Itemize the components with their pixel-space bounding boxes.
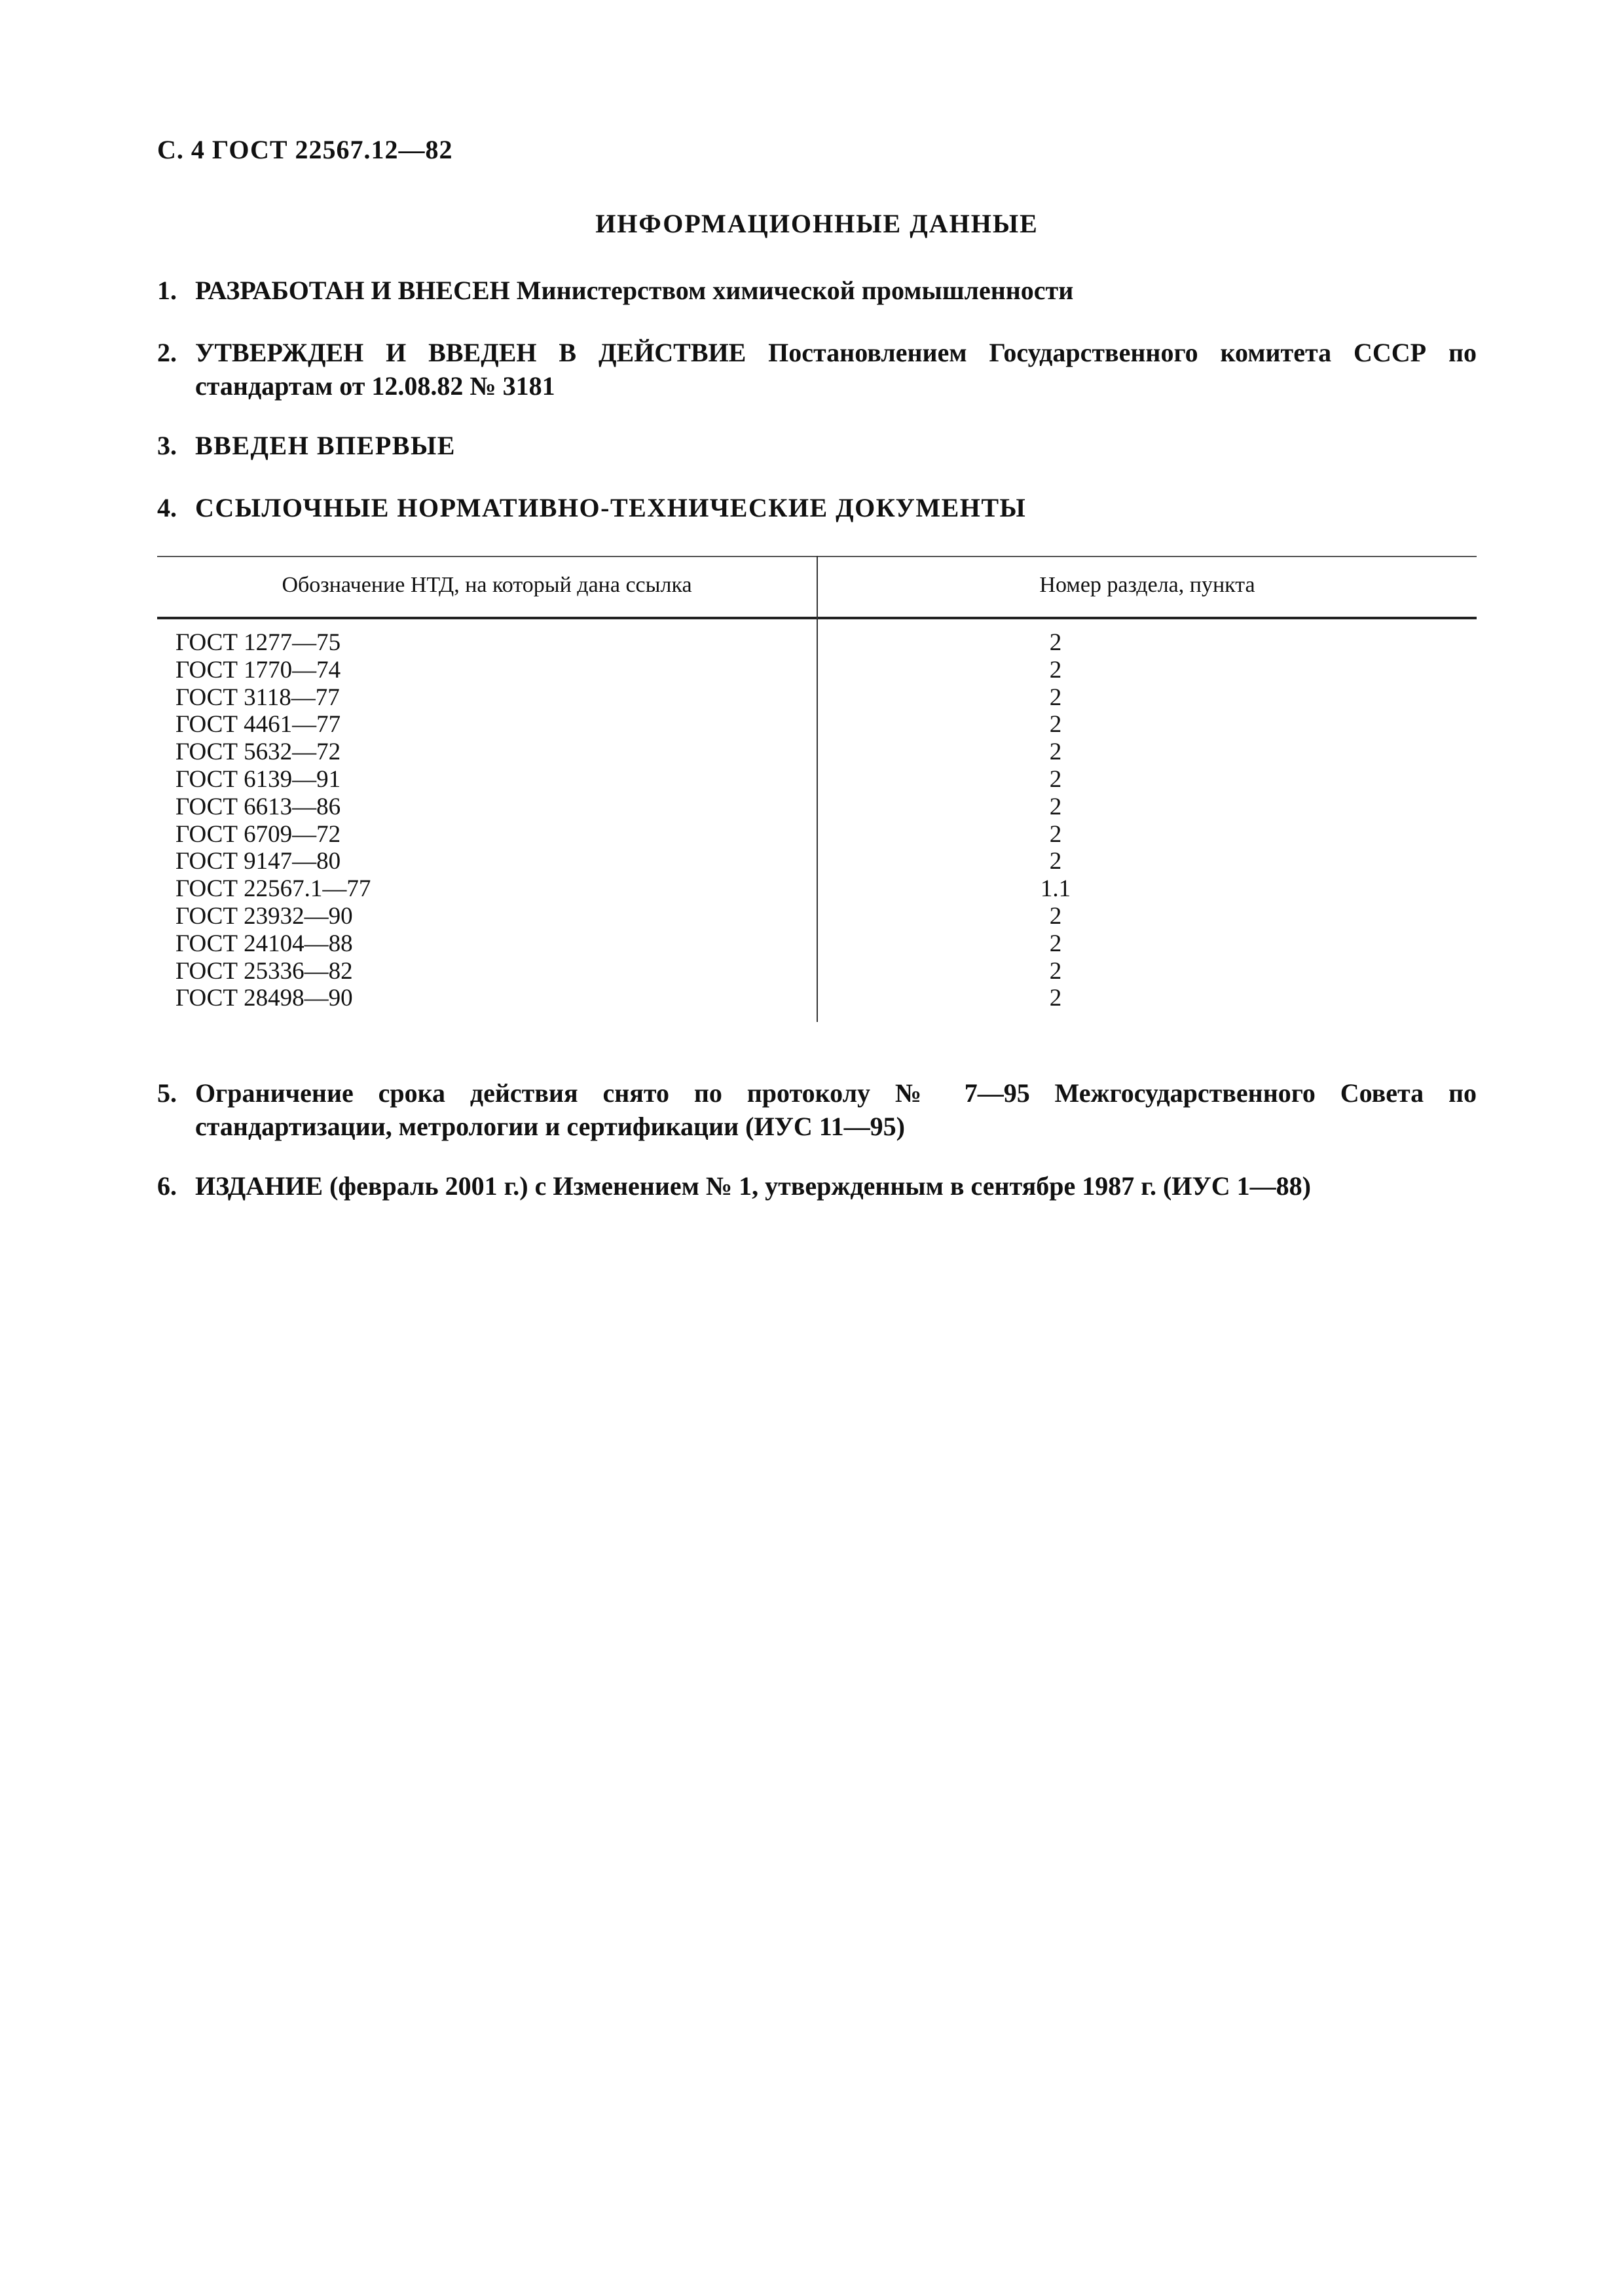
cell-section: 2: [1049, 656, 1062, 683]
table-row: [157, 848, 1477, 875]
cell-section: 2: [1049, 683, 1062, 711]
cell-designation: ГОСТ 4461—77: [175, 711, 341, 738]
info-item-6: [157, 1169, 1477, 1203]
table-row: [157, 766, 1477, 793]
table-row: [157, 903, 1477, 930]
table-row: [157, 985, 1477, 1012]
item-text: УТВЕРЖДЕН И ВВЕДЕН В ДЕЙСТВИЕ Постановлением Государственного комитета СССР по стандартам от 12.08.82 № 3181: [195, 338, 1477, 401]
table-row: [157, 629, 1477, 657]
table-row: [157, 711, 1477, 738]
cell-section: 2: [1049, 985, 1062, 1012]
cell-designation: ГОСТ 22567.1—77: [175, 875, 371, 903]
table-row: [157, 958, 1477, 985]
info-item-5: [157, 1076, 1477, 1143]
item-number: 6.: [157, 1171, 177, 1201]
item-number: 4.: [157, 493, 177, 522]
cell-designation: ГОСТ 6709—72: [175, 820, 341, 848]
cell-designation: ГОСТ 6613—86: [175, 793, 341, 820]
cell-designation: ГОСТ 1277—75: [175, 629, 341, 656]
info-item-2: [157, 336, 1477, 403]
table-row: [157, 875, 1477, 903]
item-number: 2.: [157, 338, 177, 367]
item-number: 1.: [157, 276, 177, 305]
item-text: ССЫЛОЧНЫЕ НОРМАТИВНО-ТЕХНИЧЕСКИЕ ДОКУМЕНТЫ: [195, 493, 1027, 522]
cell-section: 2: [1049, 765, 1062, 793]
cell-designation: ГОСТ 23932—90: [175, 902, 353, 930]
cell-designation: ГОСТ 25336—82: [175, 957, 353, 985]
table-row: [157, 930, 1477, 958]
cell-designation: ГОСТ 5632—72: [175, 738, 341, 766]
table-row: [157, 684, 1477, 712]
table-row: [157, 657, 1477, 684]
cell-section: 2: [1049, 902, 1062, 930]
table-row: [157, 738, 1477, 766]
info-item-4: [157, 491, 1477, 524]
table-header-designation: Обозначение НТД, на который дана ссылка: [282, 573, 692, 597]
item-text: Ограничение срока действия снято по протоколу № 7—95 Межгосударственного Совета по стандартизации, метрологии и сертификации (ИУС 11—95): [195, 1078, 1477, 1141]
cell-section: 2: [1049, 820, 1062, 848]
cell-section: 2: [1049, 957, 1062, 985]
cell-designation: ГОСТ 6139—91: [175, 765, 341, 793]
item-number: 5.: [157, 1078, 177, 1108]
item-text: РАЗРАБОТАН И ВНЕСЕН Министерством химической промышленности: [195, 276, 1074, 305]
reference-documents-table: [157, 556, 1477, 1022]
table-body: [157, 629, 1477, 1012]
cell-section: 2: [1049, 848, 1062, 875]
cell-section: 1.1: [1040, 875, 1071, 903]
cell-section: 2: [1049, 711, 1062, 738]
info-item-1: [157, 274, 1477, 307]
cell-designation: ГОСТ 1770—74: [175, 656, 341, 683]
cell-designation: ГОСТ 24104—88: [175, 930, 353, 957]
cell-section: 2: [1049, 930, 1062, 957]
item-number: 3.: [157, 431, 177, 460]
item-text: ИЗДАНИЕ (февраль 2001 г.) с Изменением № 1, утвержденным в сентябре 1987 г. (ИУС 1—88): [195, 1171, 1311, 1201]
cell-designation: ГОСТ 9147—80: [175, 848, 341, 875]
table-row: [157, 793, 1477, 821]
info-item-3: [157, 429, 1477, 462]
cell-designation: ГОСТ 28498—90: [175, 985, 353, 1012]
item-text: ВВЕДЕН ВПЕРВЫЕ: [195, 431, 456, 460]
cell-section: 2: [1049, 793, 1062, 820]
document-title: ИНФОРМАЦИОННЫЕ ДАННЫЕ: [595, 209, 1039, 238]
table-row: [157, 821, 1477, 848]
table-header-section: Номер раздела, пункта: [1039, 573, 1255, 597]
cell-designation: ГОСТ 3118—77: [175, 683, 340, 711]
cell-section: 2: [1049, 629, 1062, 656]
page-header-reference: С. 4 ГОСТ 22567.12—82: [157, 135, 453, 164]
cell-section: 2: [1049, 738, 1062, 766]
